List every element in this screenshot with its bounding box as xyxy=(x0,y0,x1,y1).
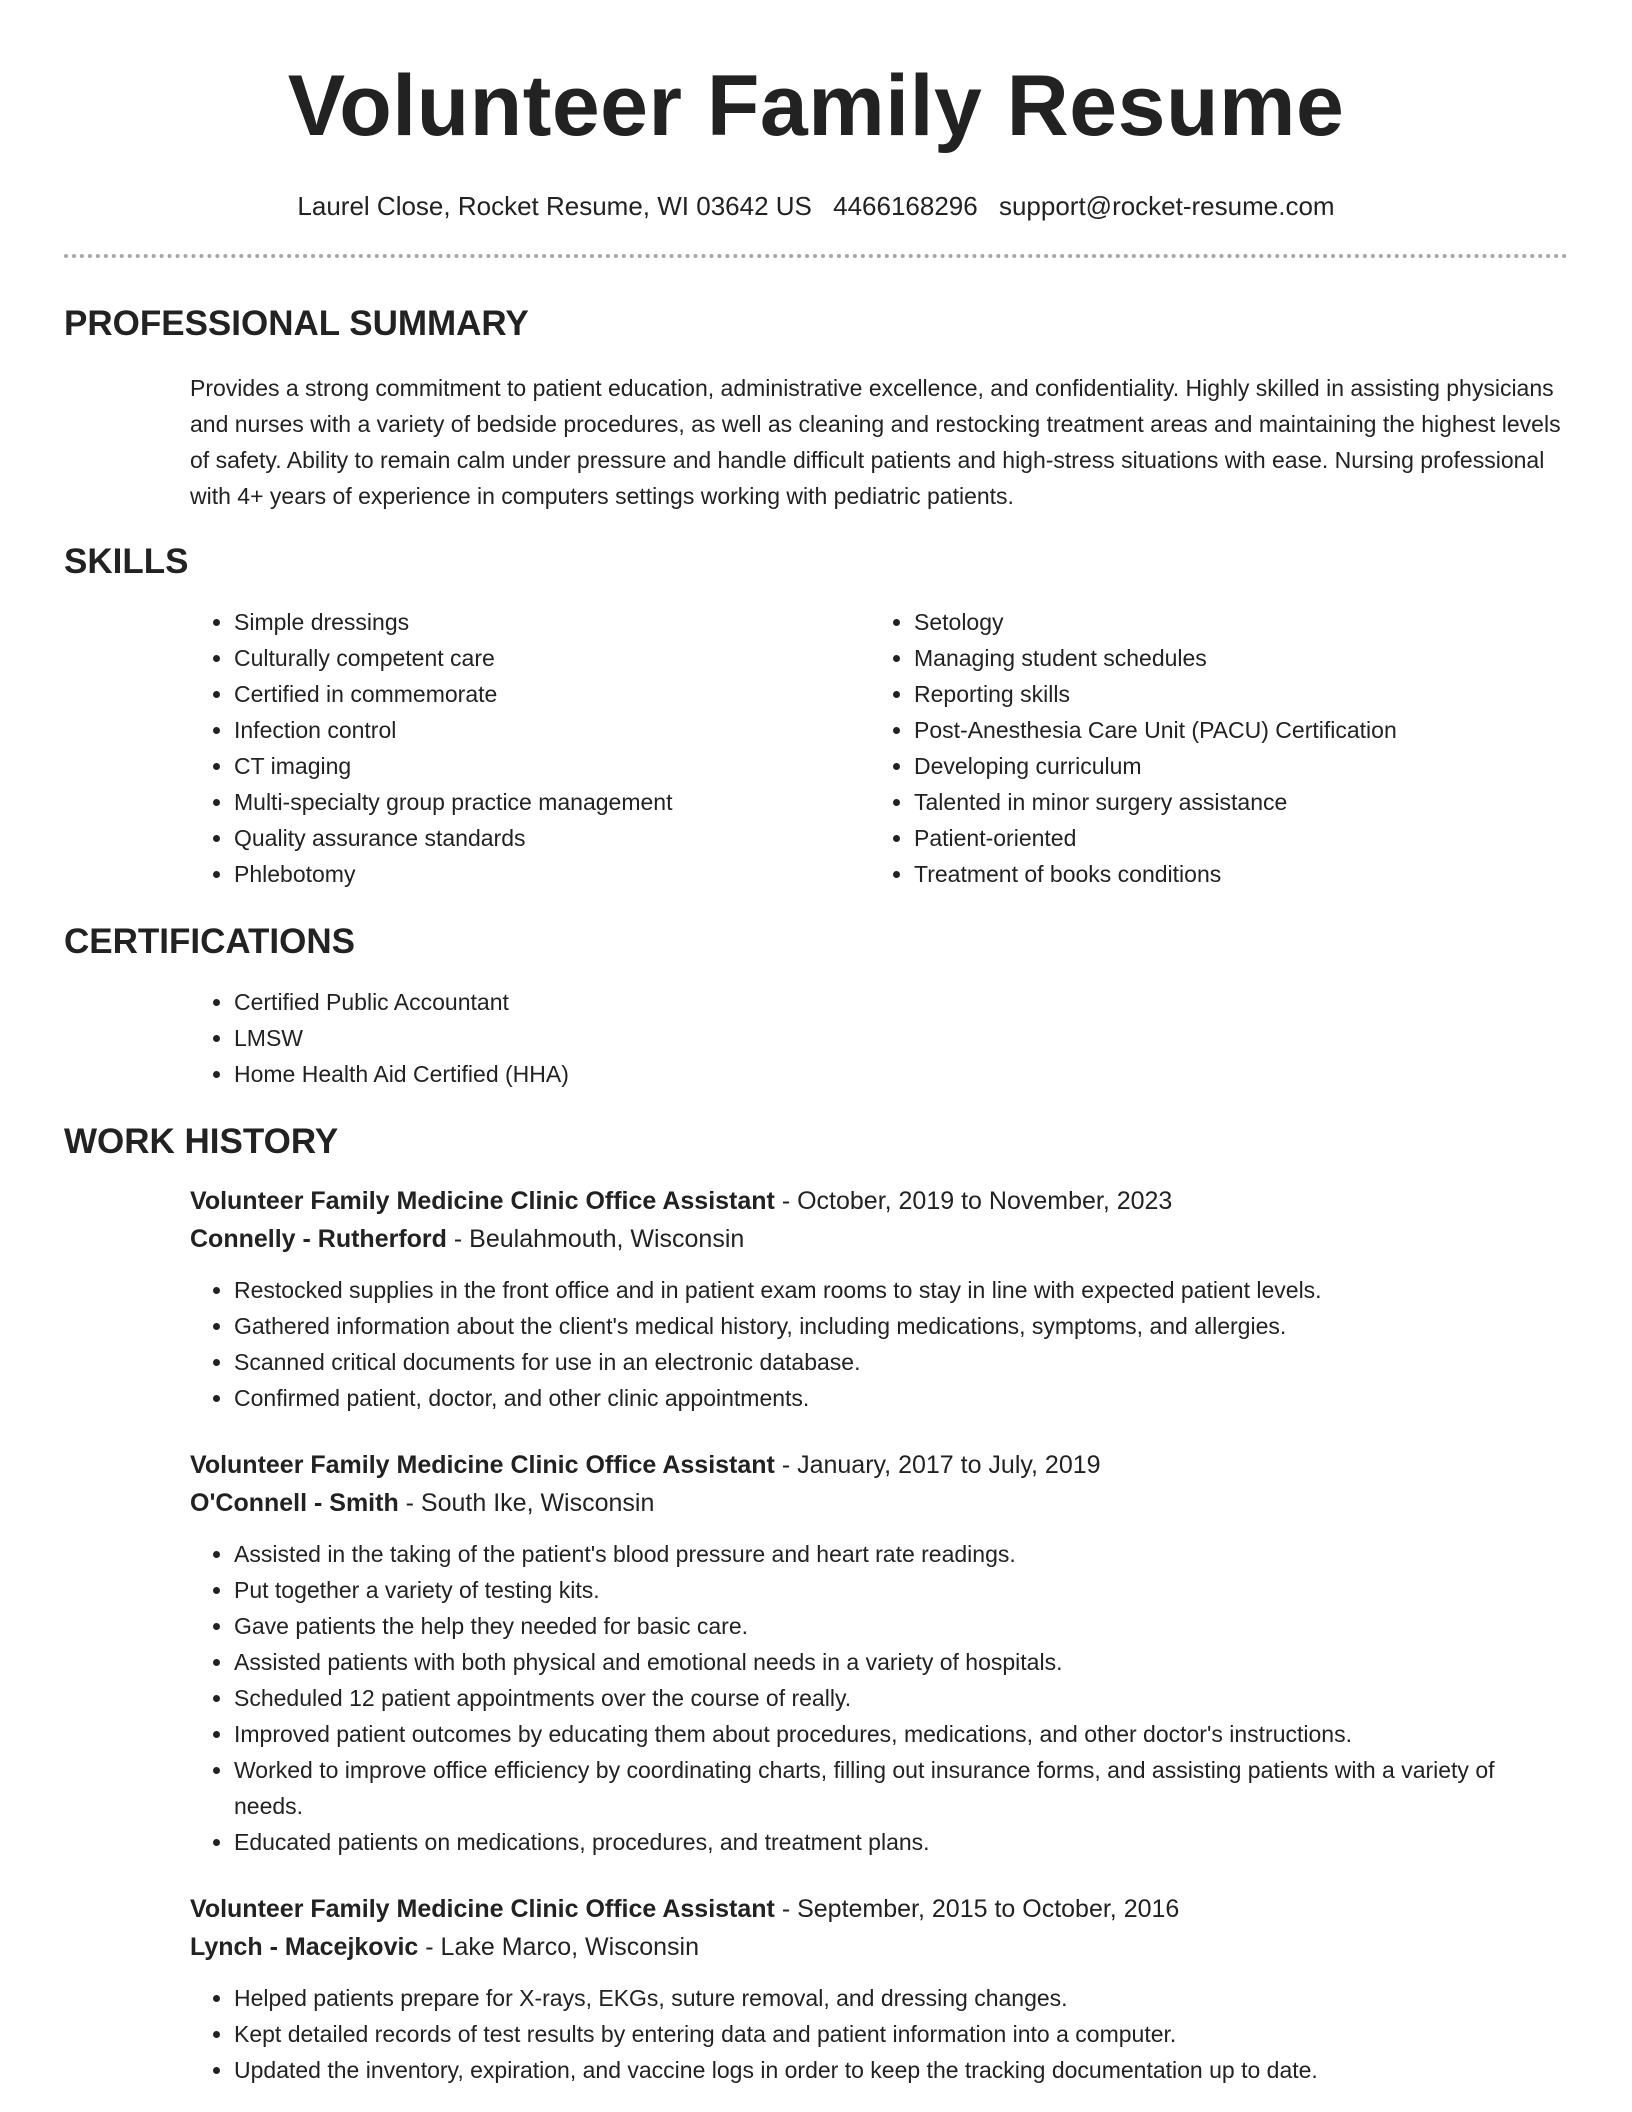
job-duty: • Assisted in the taking of the patient's blood pressure and heart rate readings. xyxy=(234,1536,1568,1572)
job-duty: • Helped patients prepare for X-rays, EKGs, suture removal, and dressing changes. xyxy=(234,1980,1568,2016)
job-company-line xyxy=(190,1484,1568,1522)
work-history-section xyxy=(64,1120,1568,2088)
job-duty: • Educated patients on medications, procedures, and treatment plans. xyxy=(234,1824,1568,1860)
skill-item: • Simple dressings xyxy=(234,604,870,640)
job-duty: • Scheduled 12 patient appointments over the course of really. xyxy=(234,1680,1568,1716)
skill-item: • Patient-oriented xyxy=(914,820,1550,856)
job-duty: • Kept detailed records of test results by entering data and patient information into a computer. xyxy=(234,2016,1568,2052)
skills-column-left xyxy=(190,604,870,892)
job-duty: • Gave patients the help they needed for basic care. xyxy=(234,1608,1568,1644)
skill-item: • Treatment of books conditions xyxy=(914,856,1550,892)
contact-info xyxy=(64,190,1568,222)
skills-section xyxy=(64,540,1568,892)
job-location: - South Ike, Wisconsin xyxy=(398,1489,655,1517)
job-title: Volunteer Family Medicine Clinic Office Assistant xyxy=(190,1451,775,1479)
certification-item: • Certified Public Accountant xyxy=(234,984,1568,1020)
skills-column-right xyxy=(870,604,1550,892)
skill-item: • Multi-specialty group practice management xyxy=(234,784,870,820)
job-entry xyxy=(190,1182,1568,1416)
job-company-line xyxy=(190,1928,1568,1966)
job-duty: • Scanned critical documents for use in an electronic database. xyxy=(234,1344,1568,1380)
work-history-body xyxy=(64,1182,1568,2088)
skill-item: • Developing curriculum xyxy=(914,748,1550,784)
skill-item: • Infection control xyxy=(234,712,870,748)
certifications-body xyxy=(64,984,1568,1092)
job-title-line xyxy=(190,1182,1568,1220)
skills-list-left xyxy=(190,604,870,892)
job-company: O'Connell - Smith xyxy=(190,1489,399,1517)
job-duties-list xyxy=(190,1272,1568,1416)
section-heading-summary: PROFESSIONAL SUMMARY xyxy=(64,304,529,343)
skills-grid xyxy=(64,604,1568,892)
contact-address: Laurel Close, Rocket Resume, WI 03642 US xyxy=(297,191,812,221)
job-entry xyxy=(190,1890,1568,2088)
skill-item: • Phlebotomy xyxy=(234,856,870,892)
job-title-line xyxy=(190,1446,1568,1484)
job-duty: • Gathered information about the client's medical history, including medications, symptoms, and allergies. xyxy=(234,1308,1568,1344)
skill-item: • Certified in commemorate xyxy=(234,676,870,712)
summary-text: Provides a strong commitment to patient education, administrative excellence, and confidentiality. Highly skilled in assisting physicians and nurses with a variety of bedside procedures, as well as cleaning and restocking treatment areas and maintaining the highest levels of safety. Ability to remain calm under pressure and handle difficult patients and high-stress situations with ease. Nursing professional with 4+ years of experience in computers settings working with pediatric patients. xyxy=(190,375,1561,509)
skill-item: • Quality assurance standards xyxy=(234,820,870,856)
skill-item: • Talented in minor surgery assistance xyxy=(914,784,1550,820)
skill-item: • CT imaging xyxy=(234,748,870,784)
job-duty: • Improved patient outcomes by educating them about procedures, medications, and other doctor's instructions. xyxy=(234,1716,1568,1752)
job-duty: • Restocked supplies in the front office and in patient exam rooms to stay in line with expected patient levels. xyxy=(234,1272,1568,1308)
job-location: - Beulahmouth, Wisconsin xyxy=(446,1225,745,1253)
skill-item: • Post-Anesthesia Care Unit (PACU) Certification xyxy=(914,712,1550,748)
certifications-list xyxy=(190,984,1568,1092)
job-duty: • Put together a variety of testing kits. xyxy=(234,1572,1568,1608)
certification-item: • LMSW xyxy=(234,1020,1568,1056)
job-company: Lynch - Macejkovic xyxy=(190,1933,419,1961)
job-duty: • Updated the inventory, expiration, and vaccine logs in order to keep the tracking documentation up to date. xyxy=(234,2052,1568,2088)
certification-item: • Home Health Aid Certified (HHA) xyxy=(234,1056,1568,1092)
job-duty: • Worked to improve office efficiency by coordinating charts, filling out insurance forms, and assisting patients with a variety of needs. xyxy=(234,1752,1568,1824)
contact-email: support@rocket-resume.com xyxy=(998,191,1335,221)
job-duties-list xyxy=(190,1980,1568,2088)
professional-summary-section xyxy=(64,302,1568,514)
section-heading-skills: SKILLS xyxy=(64,542,189,581)
job-dates: - September, 2015 to October, 2016 xyxy=(774,1895,1180,1923)
summary-body xyxy=(64,370,1568,514)
job-duty: • Confirmed patient, doctor, and other clinic appointments. xyxy=(234,1380,1568,1416)
job-duties-list xyxy=(190,1536,1568,1860)
job-dates: - January, 2017 to July, 2019 xyxy=(774,1451,1101,1479)
section-heading-work-history: WORK HISTORY xyxy=(64,1122,339,1161)
skills-list-right xyxy=(870,604,1550,892)
job-entry xyxy=(190,1446,1568,1860)
job-location: - Lake Marco, Wisconsin xyxy=(418,1933,699,1961)
job-title-line xyxy=(190,1890,1568,1928)
skill-item: • Reporting skills xyxy=(914,676,1550,712)
header-divider xyxy=(64,254,1568,258)
section-heading-certifications: CERTIFICATIONS xyxy=(64,922,356,961)
job-company-line xyxy=(190,1220,1568,1258)
job-duty: • Assisted patients with both physical and emotional needs in a variety of hospitals. xyxy=(234,1644,1568,1680)
job-company: Connelly - Rutherford xyxy=(190,1225,447,1253)
job-title: Volunteer Family Medicine Clinic Office Assistant xyxy=(190,1895,775,1923)
job-dates: - October, 2019 to November, 2023 xyxy=(774,1187,1173,1215)
skill-item: • Managing student schedules xyxy=(914,640,1550,676)
contact-phone: 4466168296 xyxy=(833,191,978,221)
skill-item: • Setology xyxy=(914,604,1550,640)
job-title: Volunteer Family Medicine Clinic Office Assistant xyxy=(190,1187,775,1215)
certifications-section xyxy=(64,920,1568,1092)
resume-title: Volunteer Family Resume xyxy=(287,58,1345,154)
skill-item: • Culturally competent care xyxy=(234,640,870,676)
